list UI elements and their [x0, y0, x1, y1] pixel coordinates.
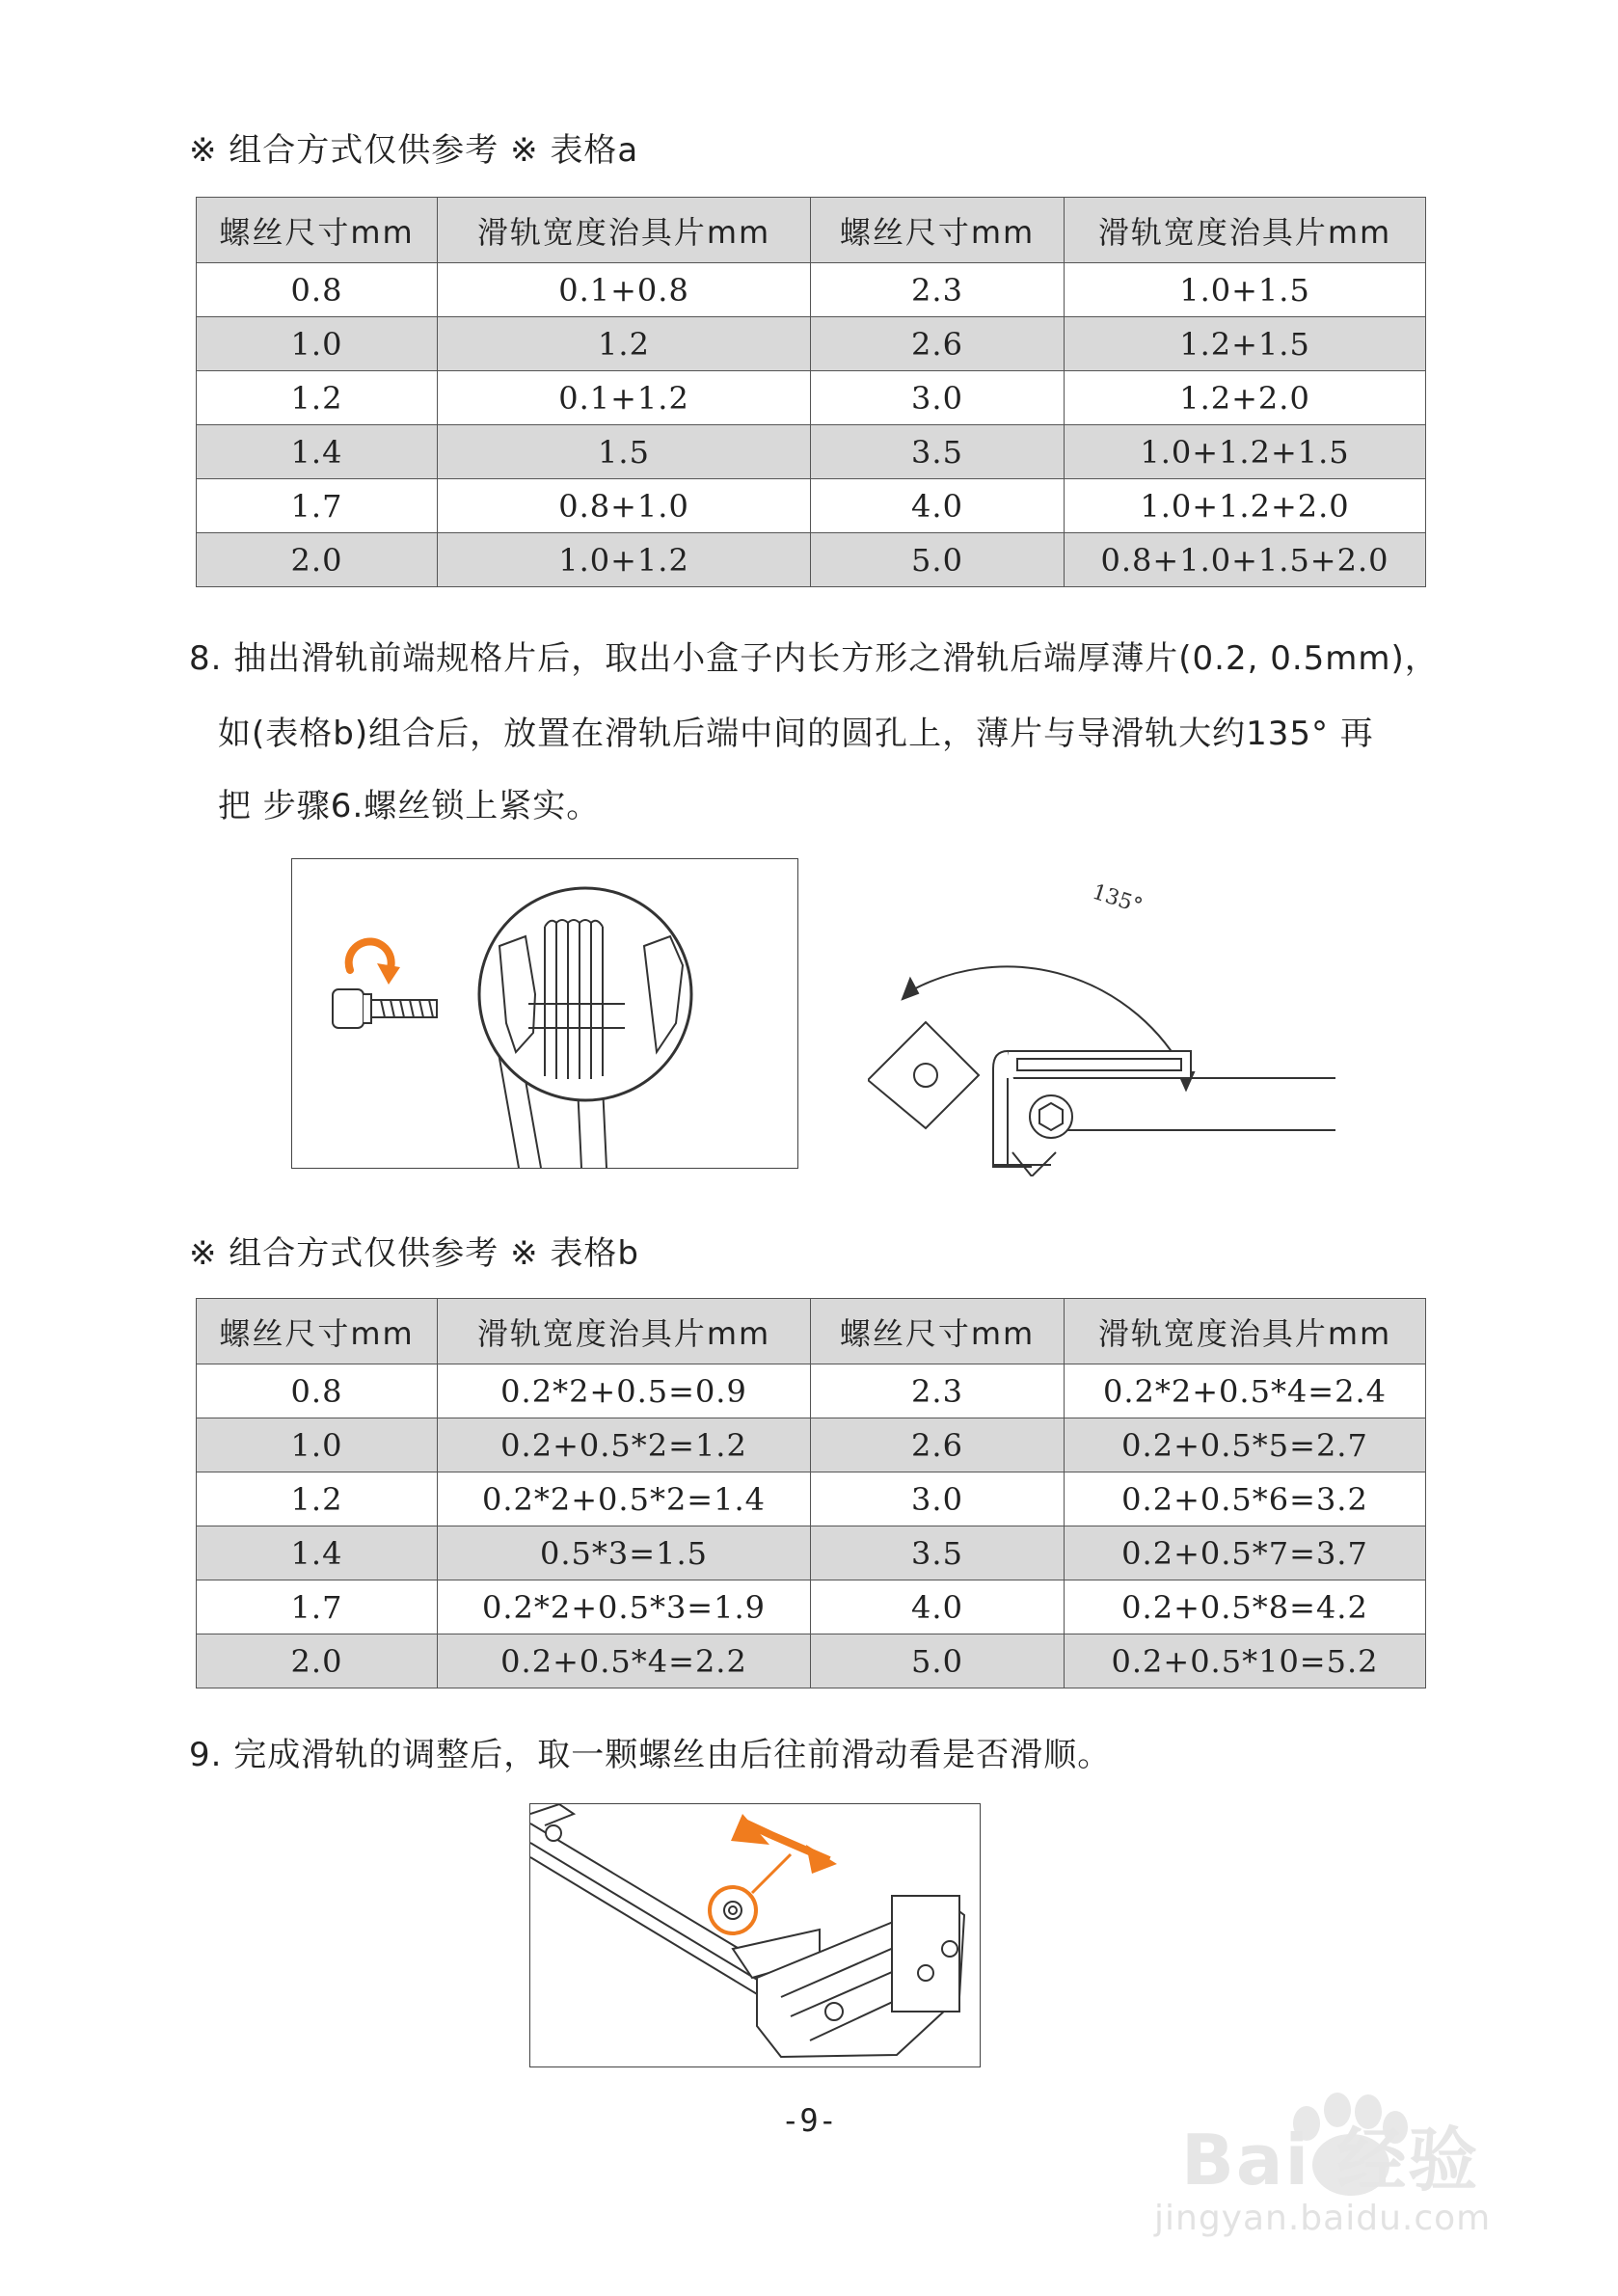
- table-cell: 0.8+1.0: [438, 479, 811, 533]
- table-row: [197, 1526, 1426, 1580]
- column-header: 滑轨宽度治具片mm: [1065, 1299, 1426, 1364]
- step-8-text: 把 步骤6.螺丝锁上紧实。: [218, 787, 601, 825]
- baidu-watermark: [1114, 2064, 1567, 2256]
- table-cell: 0.2+0.5*8=4.2: [1065, 1580, 1426, 1634]
- table-b: [196, 1298, 1426, 1688]
- table-cell: 0.1+1.2: [438, 371, 811, 425]
- table-cell: 1.0: [197, 317, 438, 371]
- table-cell: 0.2+0.5*10=5.2: [1065, 1634, 1426, 1688]
- table-header-row: [197, 1299, 1426, 1364]
- table-cell: 1.0: [197, 1418, 438, 1472]
- column-header: 滑轨宽度治具片mm: [1065, 198, 1426, 263]
- table-cell: 3.5: [811, 1526, 1065, 1580]
- table-cell: 0.2+0.5*2=1.2: [438, 1418, 811, 1472]
- column-header: 螺丝尺寸mm: [811, 198, 1065, 263]
- column-header: 螺丝尺寸mm: [197, 198, 438, 263]
- table-cell: 0.8+1.0+1.5+2.0: [1065, 533, 1426, 587]
- table-cell: 0.2*2+0.5*3=1.9: [438, 1580, 811, 1634]
- table-cell: 1.0+1.2+1.5: [1065, 425, 1426, 479]
- column-header: 滑轨宽度治具片mm: [438, 198, 811, 263]
- column-header: 滑轨宽度治具片mm: [438, 1299, 811, 1364]
- table-cell: 3.0: [811, 371, 1065, 425]
- table-b-caption: ※ 组合方式仅供参考 ※ 表格b: [189, 1234, 639, 1273]
- table-cell: 1.0+1.5: [1065, 263, 1426, 317]
- table-cell: 1.4: [197, 1526, 438, 1580]
- table-cell: 4.0: [811, 479, 1065, 533]
- angle-figure: [868, 849, 1369, 1176]
- table-cell: 2.6: [811, 317, 1065, 371]
- table-cell: 2.3: [811, 263, 1065, 317]
- table-row: [197, 533, 1426, 587]
- table-cell: 1.2: [197, 1472, 438, 1526]
- table-cell: 1.0+1.2: [438, 533, 811, 587]
- column-header: 螺丝尺寸mm: [197, 1299, 438, 1364]
- table-cell: 1.5: [438, 425, 811, 479]
- table-cell: 1.4: [197, 425, 438, 479]
- table-cell: 2.6: [811, 1418, 1065, 1472]
- table-cell: 2.0: [197, 1634, 438, 1688]
- table-cell: 2.0: [197, 533, 438, 587]
- table-cell: 2.3: [811, 1364, 1065, 1418]
- table-row: [197, 1364, 1426, 1418]
- angle-diagram: [868, 849, 1369, 1176]
- table-header-row: [197, 198, 1426, 263]
- table-cell: 1.2+1.5: [1065, 317, 1426, 371]
- table-cell: 3.5: [811, 425, 1065, 479]
- page-number: -9-: [781, 2102, 837, 2139]
- table-a-caption: ※ 组合方式仅供参考 ※ 表格a: [189, 131, 639, 170]
- step-8-text: 如(表格b)组合后，放置在滑轨后端中间的圆孔上，薄片与导滑轨大约135° 再: [218, 715, 1374, 753]
- table-row: [197, 479, 1426, 533]
- step-9-text: 9. 完成滑轨的调整后，取一颗螺丝由后往前滑动看是否滑顺。: [189, 1736, 1112, 1774]
- shim-install-figure: [291, 858, 798, 1169]
- table-cell: 0.2*2+0.5=0.9: [438, 1364, 811, 1418]
- table-cell: 5.0: [811, 533, 1065, 587]
- column-header: 螺丝尺寸mm: [811, 1299, 1065, 1364]
- table-cell: 0.5*3=1.5: [438, 1526, 811, 1580]
- watermark-url: jingyan.baidu.com: [1154, 2199, 1492, 2238]
- table-cell: 3.0: [811, 1472, 1065, 1526]
- table-cell: 0.8: [197, 263, 438, 317]
- table-row: [197, 425, 1426, 479]
- table-cell: 0.8: [197, 1364, 438, 1418]
- slide-direction-icon: [731, 1814, 837, 1893]
- table-cell: 0.2+0.5*4=2.2: [438, 1634, 811, 1688]
- table-row: [197, 317, 1426, 371]
- table-cell: 1.7: [197, 1580, 438, 1634]
- table-cell: 1.2: [438, 317, 811, 371]
- table-row: [197, 1418, 1426, 1472]
- table-cell: 0.2*2+0.5*4=2.4: [1065, 1364, 1426, 1418]
- angle-label: 135°: [1089, 879, 1146, 919]
- shim-install-illustration: [292, 859, 797, 1168]
- table-cell: 0.2+0.5*7=3.7: [1065, 1526, 1426, 1580]
- watermark-brand: Bai 经验: [1181, 2120, 1480, 2201]
- table-cell: 0.2*2+0.5*2=1.4: [438, 1472, 811, 1526]
- table-cell: 0.2+0.5*6=3.2: [1065, 1472, 1426, 1526]
- table-cell: 0.2+0.5*5=2.7: [1065, 1418, 1426, 1472]
- slide-test-figure: [529, 1803, 981, 2067]
- slide-test-illustration: [530, 1804, 980, 2066]
- table-cell: 0.1+0.8: [438, 263, 811, 317]
- table-cell: 1.2+2.0: [1065, 371, 1426, 425]
- table-cell: 4.0: [811, 1580, 1065, 1634]
- table-row: [197, 371, 1426, 425]
- table-a: [196, 197, 1426, 587]
- table-cell: 1.0+1.2+2.0: [1065, 479, 1426, 533]
- table-cell: 5.0: [811, 1634, 1065, 1688]
- table-cell: 1.7: [197, 479, 438, 533]
- table-row: [197, 263, 1426, 317]
- step-8-text: 8. 抽出滑轨前端规格片后，取出小盒子内长方形之滑轨后端厚薄片(0.2, 0.5mm)，: [189, 639, 1439, 678]
- table-row: [197, 1472, 1426, 1526]
- table-cell: 1.2: [197, 371, 438, 425]
- table-row: [197, 1634, 1426, 1688]
- table-row: [197, 1580, 1426, 1634]
